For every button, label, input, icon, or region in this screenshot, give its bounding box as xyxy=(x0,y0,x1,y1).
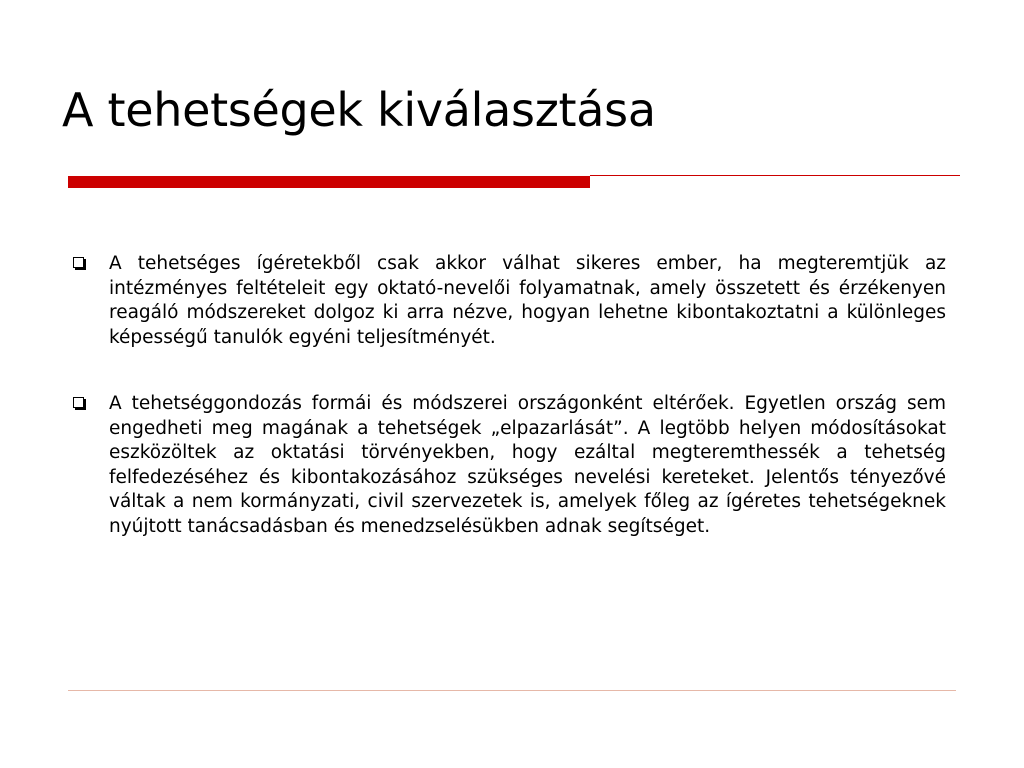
bullet-item xyxy=(72,392,946,539)
bullet-text: A tehetséggondozás formái és módszerei országonként eltérőek. Egyetlen ország sem engedheti meg magának a tehetségek „elpazarlását”. A legtöbb helyen módosításokat eszközöltek az oktatási törvényekben, hogy ezáltal megteremthessék a tehetség felfedezéséhez és kibontakozásához szükséges nevelési kereteket. Jelentős tényezővé váltak a nem kormányzati, civil szervezetek is, amelyek főleg az ígéretes tehetségeknek nyújtott tanácsadásban és menedzselésükben adnak segítséget. xyxy=(109,393,946,537)
bullet-item xyxy=(72,252,946,350)
footer-rule xyxy=(68,690,956,691)
hollow-square-icon xyxy=(73,397,84,408)
bullet-list xyxy=(72,252,946,581)
bullet-text: A tehetséges ígéretekből csak akkor válhat sikeres ember, ha megteremtjük az intézményes feltételeit egy oktató-nevelői folyamatnak, amely összetett és érzékenyen reagáló módszereket dolgoz ki arra nézve, hogyan lehetne kibontakoztatni a különleges képességű tanulók egyéni teljesítményét. xyxy=(109,253,946,348)
hollow-square-icon xyxy=(73,257,84,268)
title-underline-thin xyxy=(590,175,960,176)
title-underline-thick xyxy=(68,176,590,188)
slide-title: A tehetségek kiválasztása xyxy=(62,83,656,137)
